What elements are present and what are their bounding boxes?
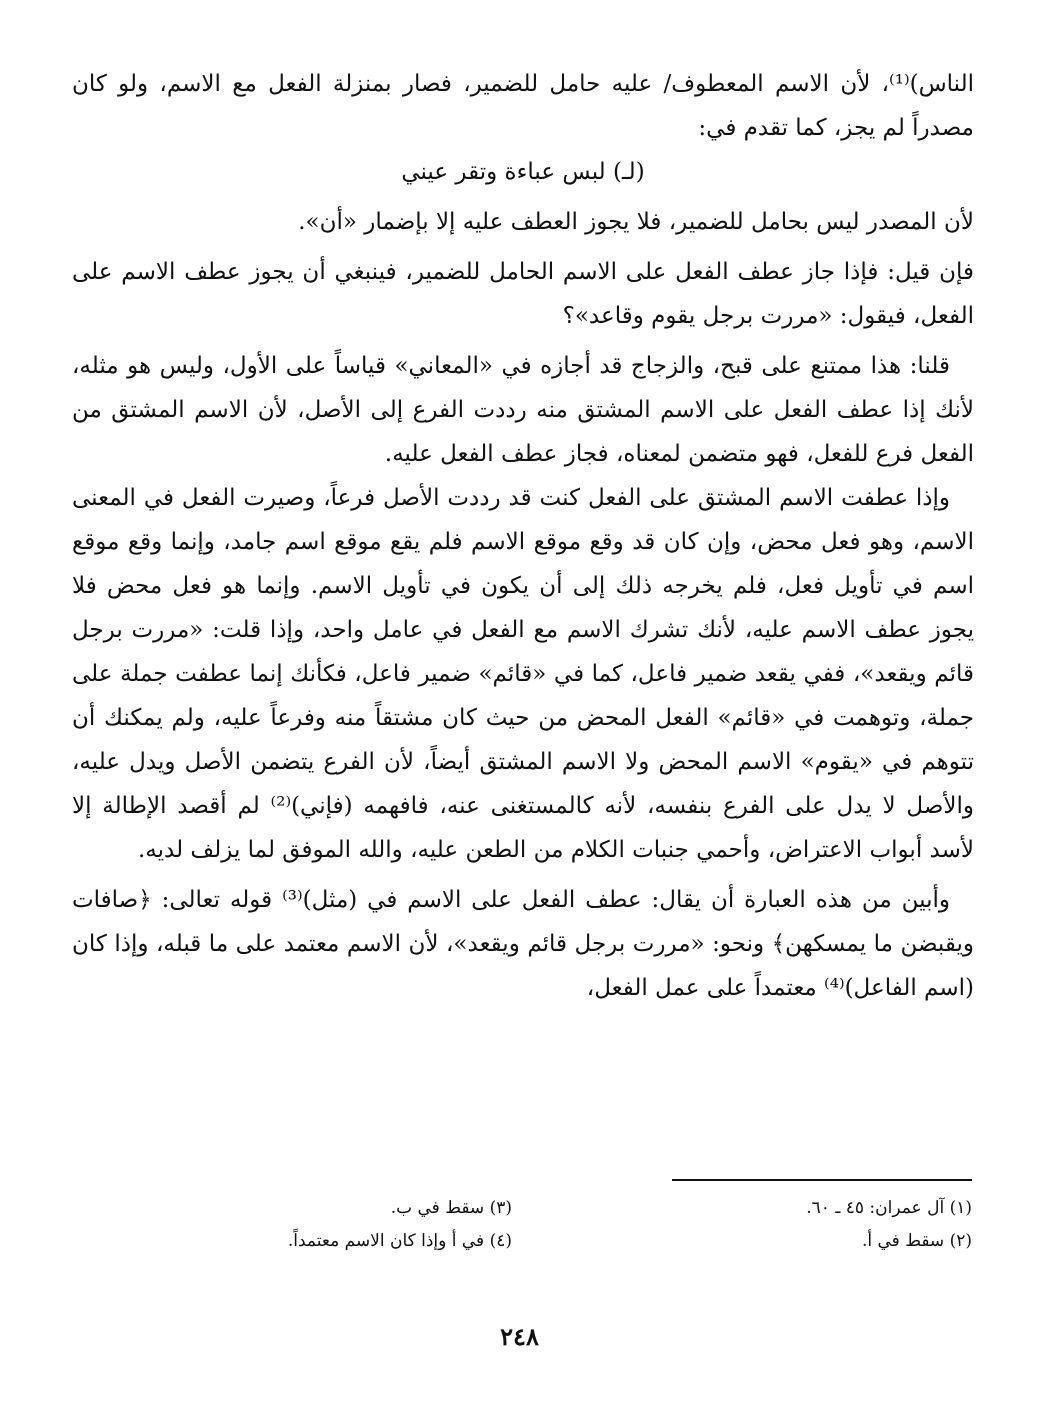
footnote-4: (٤) في أ وإذا كان الاسم معتمداً.	[287, 1231, 512, 1251]
footnotes-column-left	[212, 1192, 512, 1258]
footnote-1: (١) آل عمران: ٤٥ ـ ٦٠.	[806, 1198, 972, 1218]
footnote-2: (٢) سقط في أ.	[861, 1231, 972, 1251]
paragraph-4: قلنا: هذا ممتنع على قبح، والزجاج قد أجازه في «المعاني» قياساً على الأول، وليس هو مثله، لأنك إذا عطف الفعل على الاسم المشتق منه رددت الفرع إلى الأصل، لأن الاسم المشتق من الفعل فرع للفعل، فهو متضمن لمعناه، فجاز عطف الفعل عليه.	[72, 353, 974, 467]
footnote-3: (٣) سقط في ب.	[390, 1198, 512, 1218]
paragraph-5: وإذا عطفت الاسم المشتق على الفعل كنت قد رددت الأصل فرعاً، وصيرت الفعل في المعنى الاسم، وهو فعل محض، وإن كان قد وقع موقع الاسم فلم يقع موقع اسم جامد، وإنما وقع موقع اسم في تأويل فعل، فلم يخرجه ذلك إلى أن يكون في تأويل الاسم. وإنما هو فعل محض فلا يجوز عطف الاسم عليه، لأنك تشرك الاسم مع الفعل في عامل واحد، وإذا قلت: «مررت برجل قائم ويقعد»، ففي يقعد ضمير فاعل، كما في «قائم» ضمير فاعل، فكأنك إنما عطفت جملة على جملة، وتوهمت في «قائم» الفعل المحض من حيث كان مشتقاً منه وفرعاً عليه، ولم يمكنك أن تتوهم في «يقوم» الاسم المحض ولا الاسم المشتق أيضاً، لأن الفرع يتضمن الأصل ويدل عليه، والأصل لا يدل على الفرع بنفسه، لأنه كالمستغنى عنه، فافهمه (فإني)⁽²⁾ لم أقصد الإطالة إلا لأسد أبواب الاعتراض، وأحمي جنبات الكلام من الطعن عليه، والله الموفق لما يزلف لديه.	[72, 485, 974, 863]
main-text	[72, 62, 974, 1010]
footnote-rule	[672, 1179, 972, 1181]
paragraph-2: لأن المصدر ليس بحامل للضمير، فلا يجوز العطف عليه إلا بإضمار «أن».	[298, 209, 974, 235]
paragraph-3: فإن قيل: فإذا جاز عطف الفعل على الاسم الحامل للضمير، فينبغي أن يجوز عطف الاسم على الفعل، فيقول: «مررت برجل يقوم وقاعد»؟	[72, 259, 974, 329]
paragraph-1: الناس)⁽¹⁾، لأن الاسم المعطوف/ عليه حامل للضمير، فصار بمنزلة الفعل مع الاسم، ولو كان مصدراً لم يجز، كما تقدم في:	[72, 71, 974, 141]
paragraph-6: وأبين من هذه العبارة أن يقال: عطف الفعل على الاسم في (مثل)⁽³⁾ قوله تعالى: ﴿صافات ويقبضن ما يمسكهن﴾ ونحو: «مررت برجل قائم ويقعد»، لأن الاسم معتمد على ما قبله، وإذا كان (اسم الفاعل)⁽⁴⁾ معتمداً على عمل الفعل،	[72, 887, 974, 1001]
verse-line: (لـ) لبس عباءة وتقر عيني	[401, 159, 645, 185]
page-number: ٢٤٨	[500, 1322, 539, 1351]
footnotes-column-right	[712, 1192, 972, 1258]
